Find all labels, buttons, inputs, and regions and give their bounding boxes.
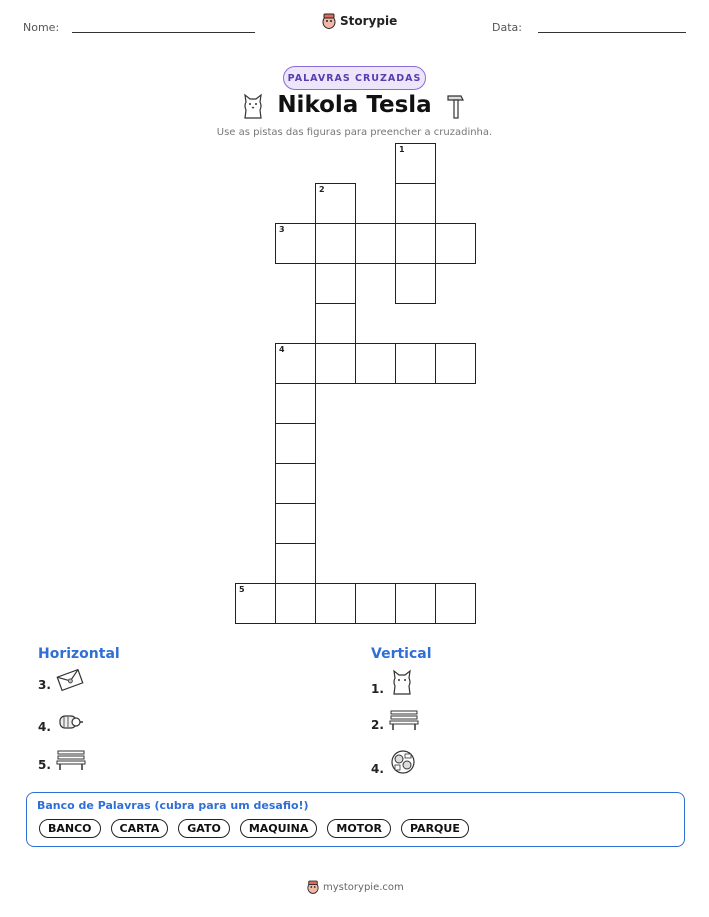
- grid-cell[interactable]: [355, 343, 396, 384]
- clue-number: 3.: [38, 678, 51, 692]
- grid-cell[interactable]: [355, 583, 396, 624]
- bench-icon: [56, 748, 86, 772]
- grid-cell[interactable]: [315, 263, 356, 304]
- cat-icon: [389, 668, 415, 696]
- date-line[interactable]: [538, 32, 686, 33]
- grid-cell[interactable]: [395, 263, 436, 304]
- grid-cell[interactable]: [315, 303, 356, 344]
- grid-cell[interactable]: [275, 503, 316, 544]
- grid-cell[interactable]: [235, 583, 276, 624]
- clue-item: [371, 748, 417, 776]
- grid-cell[interactable]: [275, 383, 316, 424]
- envelope-icon: [56, 668, 84, 692]
- word-bank-item: PARQUE: [401, 819, 469, 838]
- clue-number: 5: [239, 585, 245, 594]
- word-bank-title: Banco de Palavras (cubra para um desafio!): [37, 799, 309, 812]
- grid-cell[interactable]: [395, 223, 436, 264]
- grid-cell[interactable]: [315, 343, 356, 384]
- word-bank-list: [39, 819, 469, 838]
- clue-number: 2.: [371, 718, 384, 732]
- horizontal-heading: Horizontal: [38, 646, 120, 662]
- name-label: Nome:: [23, 21, 60, 34]
- vertical-heading: Vertical: [371, 646, 432, 662]
- word-bank-item: BANCO: [39, 819, 101, 838]
- word-bank: [26, 792, 685, 847]
- grid-cell[interactable]: [315, 183, 356, 224]
- footer: [307, 880, 404, 894]
- grid-cell[interactable]: [395, 583, 436, 624]
- word-bank-item: MAQUINA: [240, 819, 318, 838]
- grid-cell[interactable]: [315, 583, 356, 624]
- clue-number: 5.: [38, 758, 51, 772]
- clue-item: [38, 668, 84, 692]
- grid-cell[interactable]: [275, 583, 316, 624]
- brand-name: Storypie: [340, 14, 398, 28]
- clue-item: [38, 748, 86, 772]
- storypie-mascot-icon: [322, 13, 336, 29]
- grid-cell[interactable]: [395, 183, 436, 224]
- clue-number: 3: [279, 225, 285, 234]
- grid-cell[interactable]: [275, 223, 316, 264]
- clue-number: 4.: [371, 762, 384, 776]
- clue-item: [38, 710, 84, 734]
- grid-cell[interactable]: [435, 583, 476, 624]
- grid-cell[interactable]: [355, 223, 396, 264]
- storypie-mascot-icon: [307, 880, 319, 894]
- clue-number: 4: [279, 345, 285, 354]
- grid-cell[interactable]: [435, 343, 476, 384]
- grid-cell[interactable]: [315, 223, 356, 264]
- machine-icon: [389, 748, 417, 776]
- date-label: Data:: [492, 21, 522, 34]
- page-title: Nikola Tesla: [277, 92, 432, 118]
- grid-cell[interactable]: [275, 463, 316, 504]
- bench-icon: [389, 708, 419, 732]
- motor-icon: [56, 710, 84, 734]
- clue-number: 1: [399, 145, 405, 154]
- clue-item: [371, 708, 419, 732]
- footer-url[interactable]: mystorypie.com: [323, 881, 404, 893]
- grid-cell[interactable]: [275, 423, 316, 464]
- instructions: Use as pistas das figuras para preencher a cruzadinha.: [216, 127, 493, 138]
- clue-number: 2: [319, 185, 325, 194]
- clue-number: 4.: [38, 720, 51, 734]
- clue-number: 1.: [371, 682, 384, 696]
- hammer-icon: [445, 92, 467, 120]
- grid-cell[interactable]: [395, 343, 436, 384]
- clue-item: [371, 668, 415, 696]
- grid-cell[interactable]: [395, 143, 436, 184]
- name-line[interactable]: [72, 32, 255, 33]
- brand-logo: [322, 13, 397, 29]
- grid-cell[interactable]: [275, 543, 316, 584]
- grid-cell[interactable]: [435, 223, 476, 264]
- grid-cell[interactable]: [275, 343, 316, 384]
- word-bank-item: GATO: [178, 819, 230, 838]
- word-bank-item: CARTA: [111, 819, 169, 838]
- category-badge: PALAVRAS CRUZADAS: [283, 66, 426, 90]
- word-bank-item: MOTOR: [327, 819, 391, 838]
